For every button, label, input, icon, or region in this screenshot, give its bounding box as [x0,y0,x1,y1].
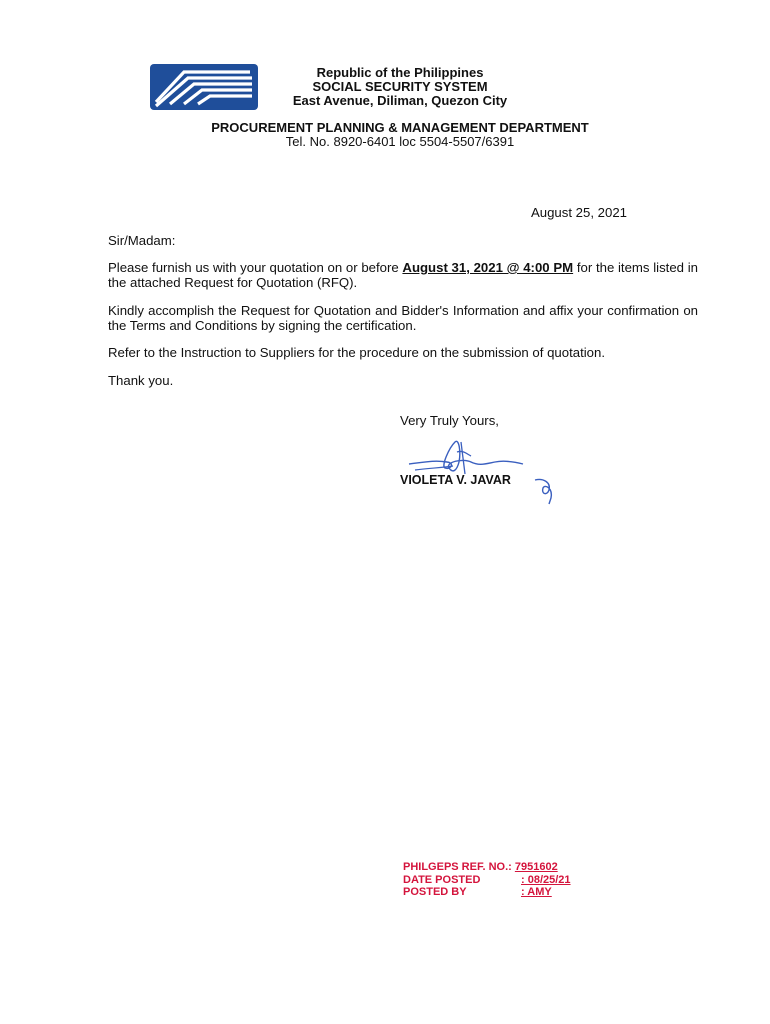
p1-after: for the items listed in the attached Request for Quotation (RFQ). [108,260,698,290]
header-address: East Avenue, Diliman, Quezon City [292,93,508,108]
philgeps-block [403,861,571,899]
posted-by-value: : AMY [521,886,552,898]
header-republic: Republic of the Philippines [316,65,484,80]
date-posted-label: DATE POSTED [403,873,481,886]
salutation: Sir/Madam: [108,233,176,248]
handwritten-signature [405,438,560,506]
posted-by-row [403,886,571,899]
department-title: PROCUREMENT PLANNING & MANAGEMENT DEPARTMENT [211,120,589,135]
deadline-text: August 31, 2021 @ 4:00 PM [402,260,574,275]
closing: Very Truly Yours, [400,413,499,428]
date-posted-value: : 08/25/21 [521,873,571,886]
p1-before: Please furnish us with your quotation on or before [108,260,403,275]
header-agency: SOCIAL SECURITY SYSTEM [312,79,488,94]
letter-date: August 25, 2021 [530,205,627,220]
signatory-name: VIOLETA V. JAVAR [400,473,511,487]
paragraph-refer: Refer to the Instruction to Suppliers for the procedure on the submission of quotation. [108,345,606,360]
philgeps-ref-row [403,861,571,874]
paragraph-deadline [108,261,698,290]
department-tel: Tel. No. 8920-6401 loc 5504-5507/6391 [285,134,515,149]
date-posted-row [403,874,571,887]
philgeps-ref-value: 7951602 [514,861,558,873]
paragraph-thanks: Thank you. [108,373,174,388]
posted-by-label: POSTED BY [403,886,467,898]
paragraph-instructions: Kindly accomplish the Request for Quotation and Bidder's Information and affix your confirmation on the Terms and Conditions by signing the certification. [108,303,698,333]
philgeps-ref-label: PHILGEPS REF. NO.: [403,861,512,873]
